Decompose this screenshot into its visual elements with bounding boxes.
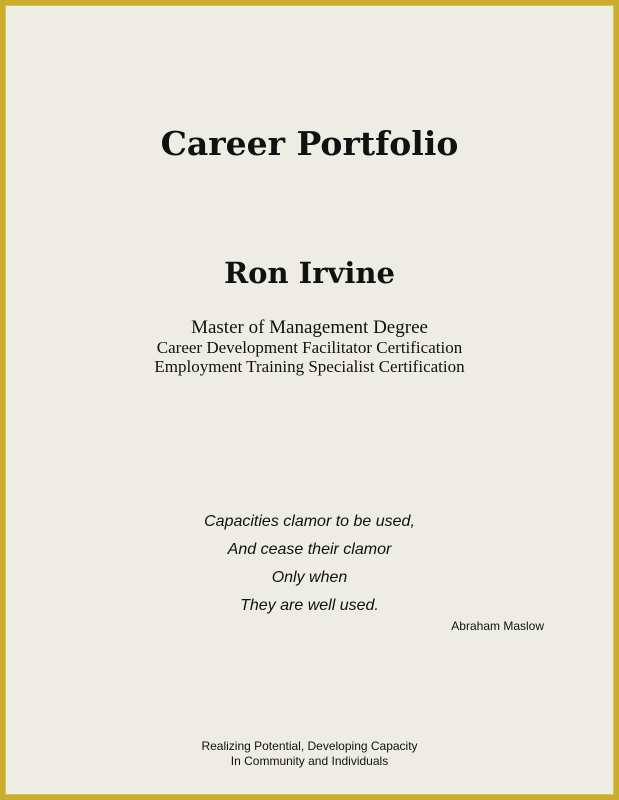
portfolio-title: Career Portfolio bbox=[160, 124, 459, 163]
quote-line: And cease their clamor bbox=[227, 541, 392, 558]
quote-block bbox=[6, 508, 613, 620]
credentials-list bbox=[6, 317, 613, 376]
quote-line: Only when bbox=[271, 569, 348, 586]
quote-line: They are well used. bbox=[240, 597, 379, 614]
person-name: Ron Irvine bbox=[224, 256, 395, 290]
quote-line: Capacities clamor to be used, bbox=[204, 513, 415, 530]
portfolio-page bbox=[5, 5, 614, 795]
tagline-line: In Community and Individuals bbox=[230, 754, 389, 768]
credential-item: Master of Management Degree bbox=[191, 317, 428, 338]
tagline bbox=[6, 739, 613, 769]
credential-item: Career Development Facilitator Certification bbox=[156, 338, 463, 357]
credential-item: Employment Training Specialist Certification bbox=[154, 357, 465, 376]
quote-author: Abraham Maslow bbox=[451, 619, 544, 633]
tagline-line: Realizing Potential, Developing Capacity bbox=[201, 739, 418, 753]
